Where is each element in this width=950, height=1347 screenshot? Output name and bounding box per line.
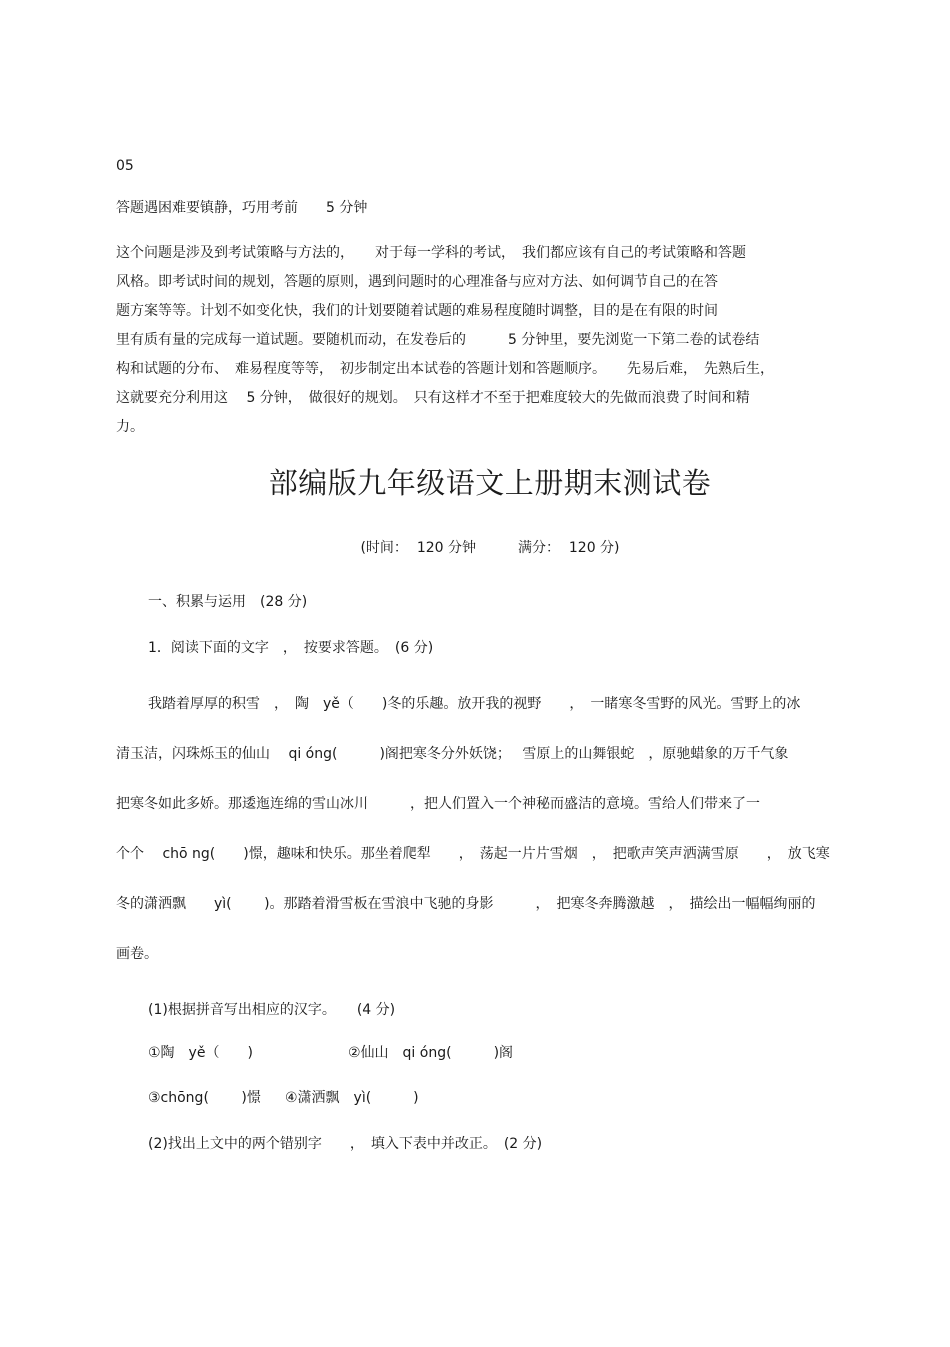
question-1: 1．阅读下面的文字 ， 按要求答题。 (6 分) xyxy=(148,640,434,656)
fill-blank: ④潇洒飘 yì( ) xyxy=(285,1090,419,1106)
tip-line: 力。 xyxy=(116,419,144,435)
exam-meta: (时间： 120 分钟 满分： 120 分) xyxy=(360,540,620,556)
passage-line: 画卷。 xyxy=(116,946,158,962)
fill-blank: ③chōng( )憬 xyxy=(148,1090,261,1106)
passage-line: 个个 chō ng( )憬，趣味和快乐。那坐着爬犁 ， 荡起一片片雪烟 ， 把歌声笑声洒满雪原 ， 放飞寒 xyxy=(116,846,830,862)
tip-number: 05 xyxy=(116,158,134,174)
section-heading: 一、积累与运用 (28 分) xyxy=(148,594,308,610)
tip-line: 风格。即考试时间的规划，答题的原则，遇到问题时的心理准备与应对方法、如何调节自己的在答 xyxy=(116,274,718,290)
fill-blank: ②仙山 qi óng( )阁 xyxy=(348,1045,514,1061)
tip-line: 这个问题是涉及到考试策略与方法的， 对于每一学科的考试， 我们都应该有自己的考试策略和答题 xyxy=(116,245,746,261)
fill-blank: ①陶 yě（ ) xyxy=(148,1045,253,1061)
tip-line: 里有质有量的完成每一道试题。要随机而动，在发卷后的 5 分钟里，要先浏览一下第二卷的试卷结 xyxy=(116,332,760,348)
tip-line: 这就要充分利用这 5 分钟， 做很好的规划。 只有这样才不至于把难度较大的先做而浪费了时间和精 xyxy=(116,390,750,406)
tip-heading: 答题遇困难要镇静，巧用考前 5 分钟 xyxy=(116,200,368,216)
subquestion-2: (2)找出上文中的两个错别字 ， 填入下表中并改正。 (2 分) xyxy=(148,1136,543,1152)
passage-line: 我踏着厚厚的积雪 ， 陶 yě（ )冬的乐趣。放开我的视野 ， 一睹寒冬雪野的风光。雪野上的冰 xyxy=(148,696,801,712)
passage-line: 冬的潇洒飘 yì( )。那踏着滑雪板在雪浪中飞驰的身影 ， 把寒冬奔腾激越 ， 描绘出一幅幅绚丽的 xyxy=(116,896,816,912)
exam-title: 部编版九年级语文上册期末测试卷 xyxy=(268,466,712,500)
tip-line: 题方案等等。计划不如变化快，我们的计划要随着试题的难易程度随时调整，目的是在有限的时间 xyxy=(116,303,718,319)
tip-line: 构和试题的分布、 难易程度等等， 初步制定出本试卷的答题计划和答题顺序。 先易后难， 先熟后生， xyxy=(116,361,774,377)
passage-line: 清玉洁，闪珠烁玉的仙山 qi óng( )阁把寒冬分外妖饶； 雪原上的山舞银蛇 ，原驰蜡象的万千气象 xyxy=(116,746,789,762)
subquestion-1: (1)根据拼音写出相应的汉字。 (4 分) xyxy=(148,1002,396,1018)
passage-line: 把寒冬如此多娇。那逶迤连绵的雪山冰川 ，把人们置入一个神秘而盛洁的意境。雪给人们带来了一 xyxy=(116,796,760,812)
